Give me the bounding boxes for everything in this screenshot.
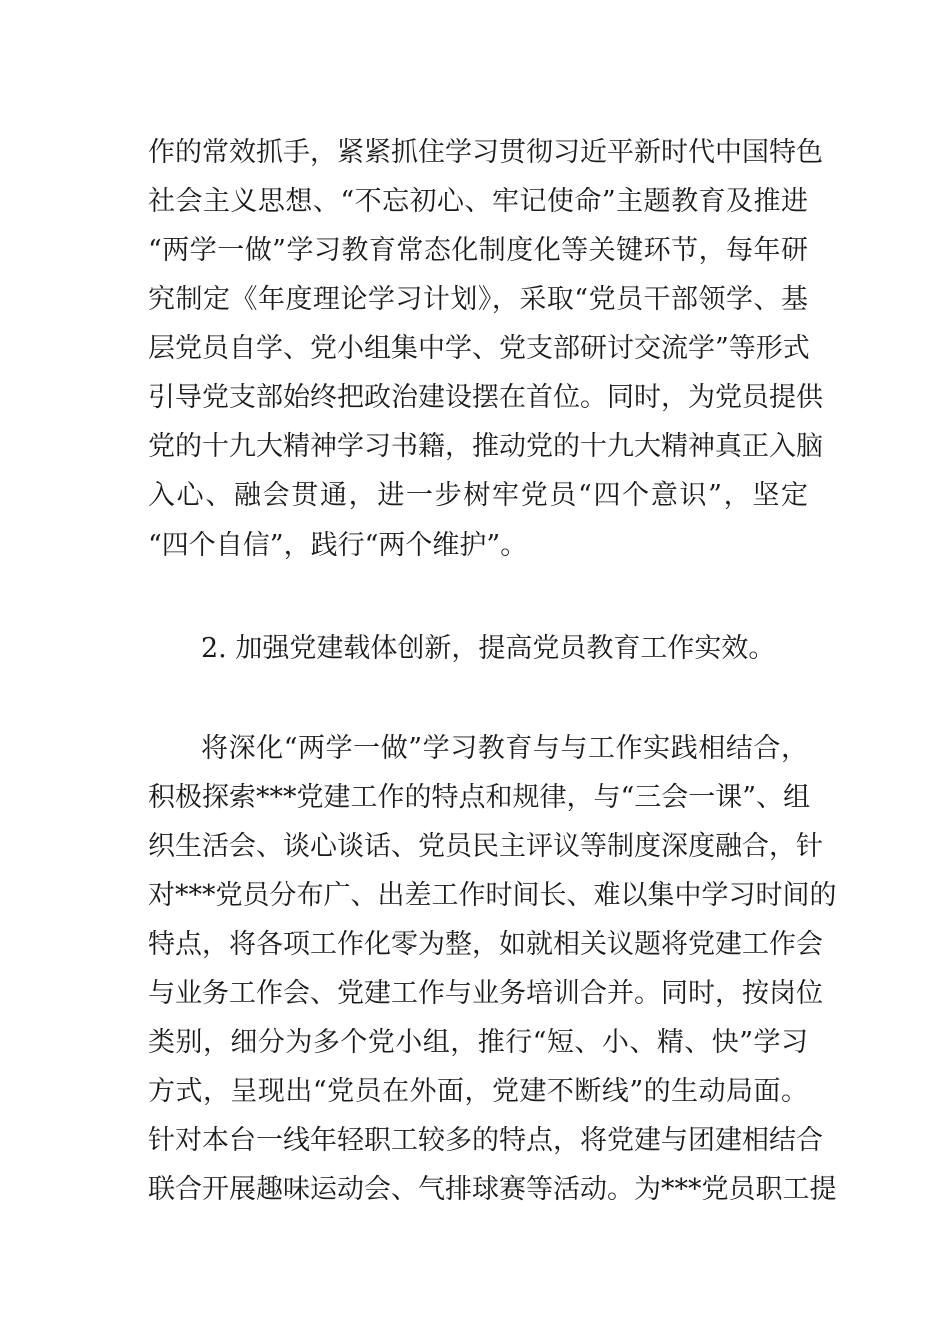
paragraph-2-line-8: 方式，呈现出“党员在外面，党建不断线”的生动局面。 <box>148 1076 808 1107</box>
paragraph-1-line-6: 引导党支部始终把政治建设摆在首位。同时，为党员提供 <box>148 382 823 413</box>
paragraph-2-line-4: 对***党员分布广、出差工作时间长、难以集中学习时间的 <box>148 880 837 911</box>
paragraph-2-line-10: 联合开展趣味运动会、气排球赛等活动。为***党员职工提 <box>148 1174 837 1205</box>
paragraph-1-line-4: 究制定《年度理论学习计划》，采取“党员干部领学、基 <box>148 284 808 315</box>
paragraph-2-line-3: 织生活会、谈心谈话、党员民主评议等制度深度融合，针 <box>148 831 823 862</box>
paragraph-1-line-7: 党的十九大精神学习书籍，推动党的十九大精神真正入脑 <box>148 431 823 462</box>
section-heading: 2. 加强党建载体创新，提高党员教育工作实效。 <box>201 633 776 664</box>
paragraph-1-line-8: 入心、融会贯通，进一步树牢党员“四个意识”，坚定 <box>148 480 808 511</box>
paragraph-2-line-7: 类别，细分为多个党小组，推行“短、小、精、快”学习 <box>148 1027 808 1058</box>
paragraph-2-line-1: 将深化“两学一做”学习教育与与工作实践相结合， <box>201 733 808 764</box>
paragraph-1-line-2: 社会主义思想、“不忘初心、牢记使命”主题教育及推进 <box>148 186 808 217</box>
paragraph-1-line-1: 作的常效抓手，紧紧抓住学习贯彻习近平新时代中国特色 <box>148 137 823 168</box>
paragraph-2-line-6: 与业务工作会、党建工作与业务培训合并。同时，按岗位 <box>148 978 823 1009</box>
paragraph-1-line-3: “两学一做”学习教育常态化制度化等关键环节，每年研 <box>148 235 808 266</box>
paragraph-1-line-5: 层党员自学、党小组集中学、党支部研讨交流学”等形式 <box>148 333 810 364</box>
paragraph-1-line-9: “四个自信”，践行“两个维护”。 <box>148 530 528 561</box>
paragraph-2-line-2: 积极探索***党建工作的特点和规律，与“三会一课”、组 <box>148 782 811 813</box>
paragraph-2-line-5: 特点，将各项工作化零为整，如就相关议题将党建工作会 <box>148 929 823 960</box>
paragraph-2-line-9: 针对本台一线年轻职工较多的特点，将党建与团建相结合 <box>148 1125 823 1156</box>
